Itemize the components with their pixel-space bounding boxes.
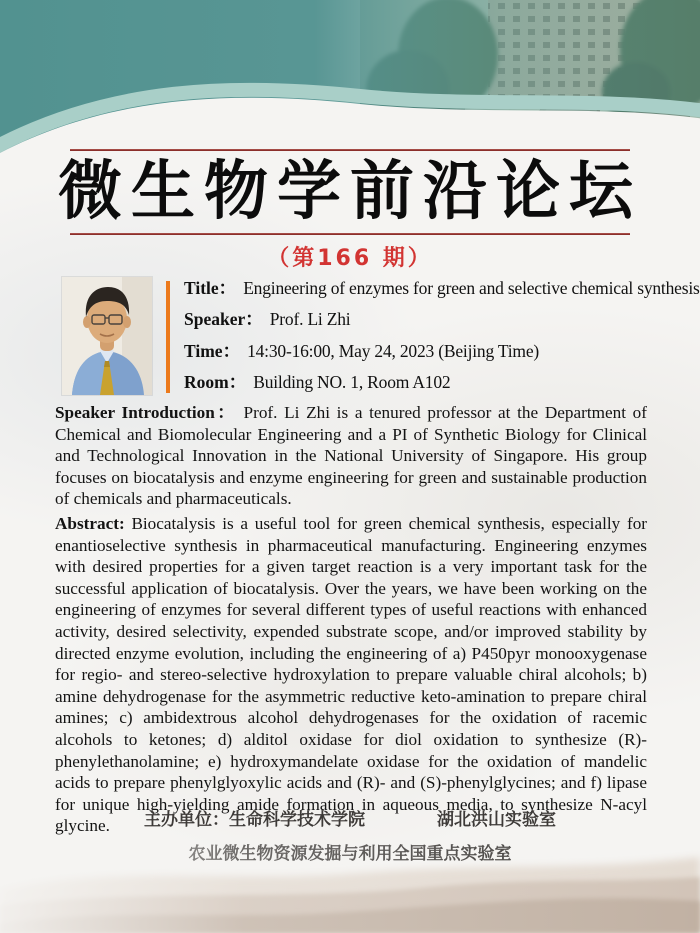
title-value: Engineering of enzymes for green and selective chemical synthesis [243,278,700,298]
host-line-1 [0,803,700,837]
banner [0,0,700,172]
speaker-label: Speaker： [184,309,263,330]
time-label: Time： [184,340,241,361]
info-rows [184,277,700,395]
orange-divider-bar [166,281,170,393]
title-label: Title： [184,278,237,298]
host-label: 主办单位： [144,810,229,830]
speaker-value: Prof. Li Zhi [269,309,351,330]
abstract-text: Biocatalysis is a useful tool for green chemical synthesis, especially for enantioselective synthesis in pharmaceutical manufacturing. Engineering enzymes with desired properties for a given target reaction is a very important task for the successful application of biocatalysis. Over the years, we have been working on the engineering of enzymes for several different types of useful reactions with enhanced activity, desired selectivity, expended substrate scope, and/or improved stability by directed enzyme evolution, including the engineering of a) P450pyr monooxygenase for regio- and stereo-selective hydroxylation to prepare valuable chiral alcohols; b) amine dehydrogenase for the asymmetric reductive keto-amination to prepare chiral amines; c) ambidextrous alcohol dehydrogenases for the oxidation of racemic alcohols to ketones; d) alditol oxidase for diol oxidation to synthesize (R)-phenylethanolamine; e) hydroxymandelate oxidase for the oxidation of mandelic acids to prepare phenylglyoxylic acids and (R)- and (S)-phenylglycines; and f) lipase for unique high-yielding amide formation in aqueous media, to synthesize N-acyl glycine. [55,514,648,836]
info-row-speaker [184,309,700,329]
seminar-info-block [62,277,700,395]
host-2: 湖北洪山实验室 [437,810,556,830]
title-rule-bottom [70,233,630,235]
speaker-introduction-label: Speaker Introduction： [55,403,237,422]
host-1: 生命科学技术学院 [229,810,365,830]
abstract-paragraph [55,513,647,837]
speaker-introduction-paragraph [55,402,647,510]
speaker-portrait [62,277,152,395]
info-row-title [184,278,700,298]
banner-campus-photo-graphic [0,0,700,172]
room-label: Room： [184,371,247,392]
room-value: Building NO. 1, Room A102 [253,371,451,392]
mist-fade [0,843,700,933]
info-row-time [184,341,700,361]
info-row-room [184,372,700,392]
speaker-introduction-text: Prof. Li Zhi is a tenured professor at the Department of Chemical and Biomolecular Engineering and a PI of Synthetic Biology for Clinical and Technological Innovation in the National University of Singapore. His group focuses on biocatalysis and enzyme engineering for green and sustainable production of chemicals and pharmaceuticals. [55,403,647,509]
abstract-label: Abstract: [55,514,125,533]
forum-title: 微生物学前沿论坛 [58,155,642,229]
time-value: 14:30-16:00, May 24, 2023 (Beijing Time) [247,340,540,361]
misty-mountains-graphic [0,843,700,933]
issue-number: （第166 期） [267,246,433,271]
